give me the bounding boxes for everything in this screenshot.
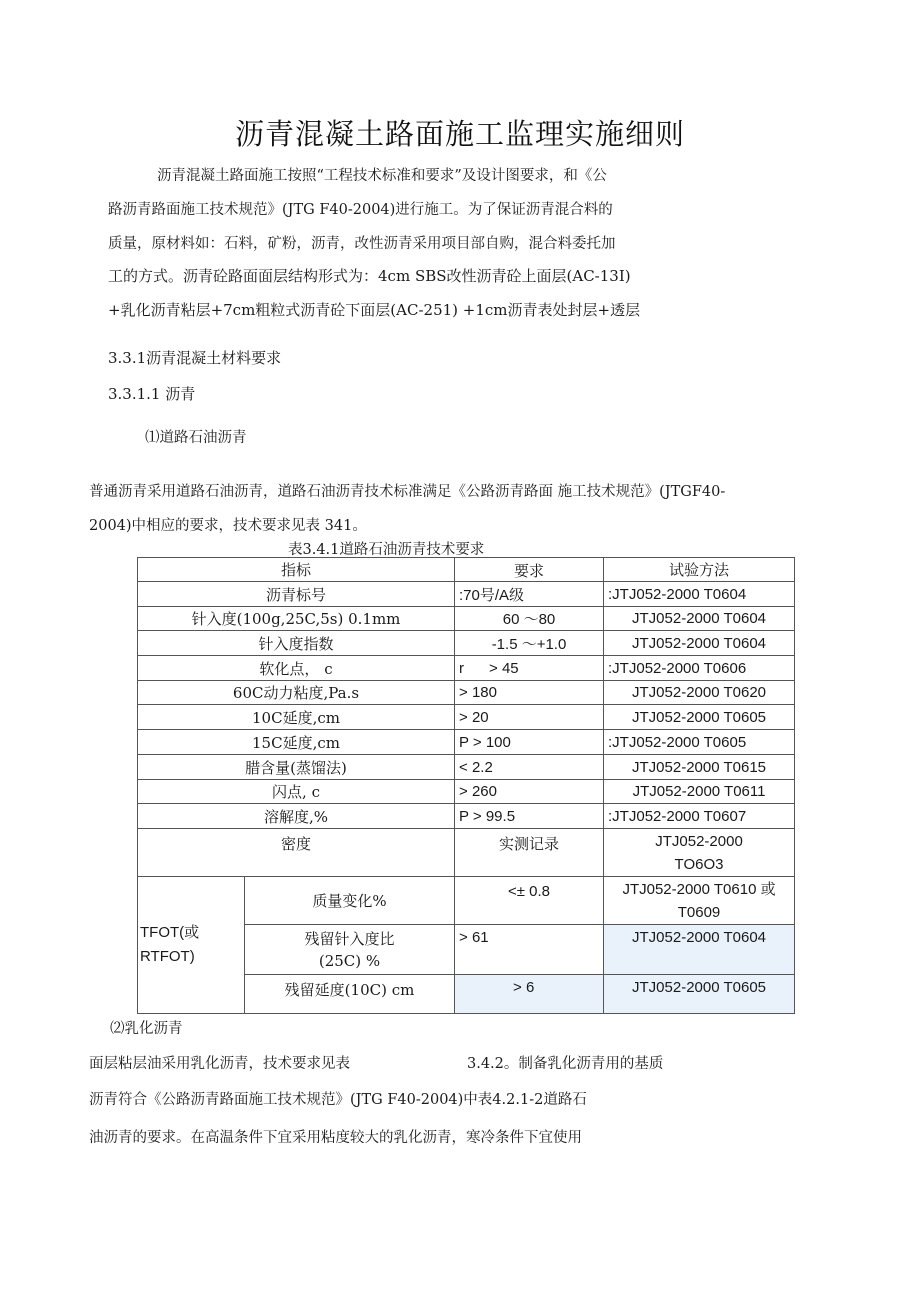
header-method: 试验方法 (604, 558, 795, 582)
cell-method: JTJ052-2000 TO6O3 (604, 829, 795, 877)
subheading-road-asphalt: ⑴道路石油沥青 (145, 430, 247, 446)
paragraph-3-line-2: 沥青符合《公路沥青路面施工技术规范》(JTG F40-2004)中表4.2.1-2道路石 (89, 1092, 587, 1108)
cell-indicator: 闪点, c (138, 780, 455, 804)
cell-requirement: > 6 (455, 975, 604, 1014)
paragraph-3-line-1a: 面层粘层油采用乳化沥青，技术要求见表 (89, 1056, 350, 1072)
cell-indicator: 残留延度(10C) cm (245, 975, 455, 1014)
cell-method: JTJ052-2000 T0604 (604, 607, 795, 631)
section-heading-3-3-1: 3.3.1沥青混凝土材料要求 (108, 349, 282, 367)
cell-requirement: > 20 (455, 705, 604, 730)
intro-line-5: +乳化沥青粘层+7cm粗粒式沥青砼下面层(AC-251) +1cm沥青表处封层+透层 (108, 301, 641, 319)
table-header-row (138, 558, 795, 582)
header-requirement: 要求 (455, 558, 604, 582)
cell-method: JTJ052-2000 T0615 (604, 755, 795, 780)
cell-indicator: 沥青标号 (138, 582, 455, 607)
cell-requirement: r > 45 (455, 656, 604, 681)
table-row (138, 582, 795, 607)
cell-requirement: :70号/A级 (455, 582, 604, 607)
table-row (138, 730, 795, 755)
paragraph-line-1: 普通沥青采用道路石油沥青，道路石油沥青技术标准满足《公路沥青路面 施工技术规范》(JTGF40- (89, 484, 726, 500)
header-indicator: 指标 (138, 558, 455, 582)
cell-requirement: > 180 (455, 681, 604, 705)
cell-indicator: 15C延度,cm (138, 730, 455, 755)
cell-indicator: 10C延度,cm (138, 705, 455, 730)
table-row (138, 681, 795, 705)
cell-requirement: 实测记录 (455, 829, 604, 877)
table-row (138, 656, 795, 681)
intro-line-4: 工的方式。沥青砼路面面层结构形式为：4cm SBS改性沥青砼上面层(AC-13I) (108, 267, 631, 285)
cell-method: JTJ052-2000 T0620 (604, 681, 795, 705)
document-title: 沥青混凝土路面施工监理实施细则 (234, 117, 685, 151)
table-caption: 表3.4.1道路石油沥青技术要求 (288, 542, 485, 558)
cell-indicator: 密度 (138, 829, 455, 877)
cell-requirement: P > 99.5 (455, 804, 604, 829)
cell-requirement: -1.5 ～+1.0 (455, 631, 604, 656)
table-row (138, 705, 795, 730)
intro-line-3: 质量，原材料如：石料，矿粉，沥青，改性沥青采用项目部自购，混合料委托加 (108, 236, 616, 252)
cell-requirement: P > 100 (455, 730, 604, 755)
table-row (138, 829, 795, 877)
cell-method: JTJ052-2000 T0610 或 T0609 (604, 877, 795, 925)
cell-indicator: 软化点， c (138, 656, 455, 681)
cell-method: :JTJ052-2000 T0604 (604, 582, 795, 607)
section-heading-3-3-1-1: 3.3.1.1 沥青 (108, 385, 196, 403)
cell-requirement: <± 0.8 (455, 877, 604, 925)
cell-tfot-label: TFOT(或 RTFOT) (138, 877, 245, 1014)
table-row (138, 780, 795, 804)
paragraph-3-line-3: 油沥青的要求。在高温条件下宜采用粘度较大的乳化沥青，寒冷条件下宜使用 (89, 1130, 582, 1146)
cell-requirement: < 2.2 (455, 755, 604, 780)
table-row (138, 631, 795, 656)
cell-indicator: 溶解度,% (138, 804, 455, 829)
cell-method: JTJ052-2000 T0604 (604, 925, 795, 975)
cell-method: JTJ052-2000 T0605 (604, 705, 795, 730)
cell-method: JTJ052-2000 T0604 (604, 631, 795, 656)
table-row (138, 607, 795, 631)
cell-method: :JTJ052-2000 T0606 (604, 656, 795, 681)
cell-requirement: > 61 (455, 925, 604, 975)
asphalt-spec-table (137, 557, 795, 1014)
table-row (138, 755, 795, 780)
cell-requirement: 60 ～80 (455, 607, 604, 631)
cell-indicator: 针入度(100g,25C,5s) 0.1mm (138, 607, 455, 631)
paragraph-3-line-1b: 3.4.2。制备乳化沥青用的基质 (467, 1056, 664, 1072)
cell-method: :JTJ052-2000 T0605 (604, 730, 795, 755)
cell-method: :JTJ052-2000 T0607 (604, 804, 795, 829)
paragraph-line-2: 2004)中相应的要求，技术要求见表 341。 (89, 518, 367, 534)
cell-requirement: > 260 (455, 780, 604, 804)
table-row-tfot (138, 877, 795, 925)
cell-indicator: 60C动力粘度,Pa.s (138, 681, 455, 705)
cell-indicator: 针入度指数 (138, 631, 455, 656)
subheading-emulsified-asphalt: ⑵乳化沥青 (110, 1021, 183, 1037)
cell-method: JTJ052-2000 T0611 (604, 780, 795, 804)
cell-indicator: 腊含量(蒸馏法) (138, 755, 455, 780)
cell-method: JTJ052-2000 T0605 (604, 975, 795, 1014)
intro-line-2: 路沥青路面施工技术规范》(JTG F40-2004)进行施工。为了保证沥青混合料的 (108, 202, 613, 218)
cell-indicator: 残留针入度比 (25C) % (245, 925, 455, 975)
cell-indicator: 质量变化% (245, 877, 455, 925)
intro-line-1: 沥青混凝土路面施工按照“工程技术标准和要求”及设计图要求，和《公 (157, 168, 607, 184)
table-row (138, 804, 795, 829)
